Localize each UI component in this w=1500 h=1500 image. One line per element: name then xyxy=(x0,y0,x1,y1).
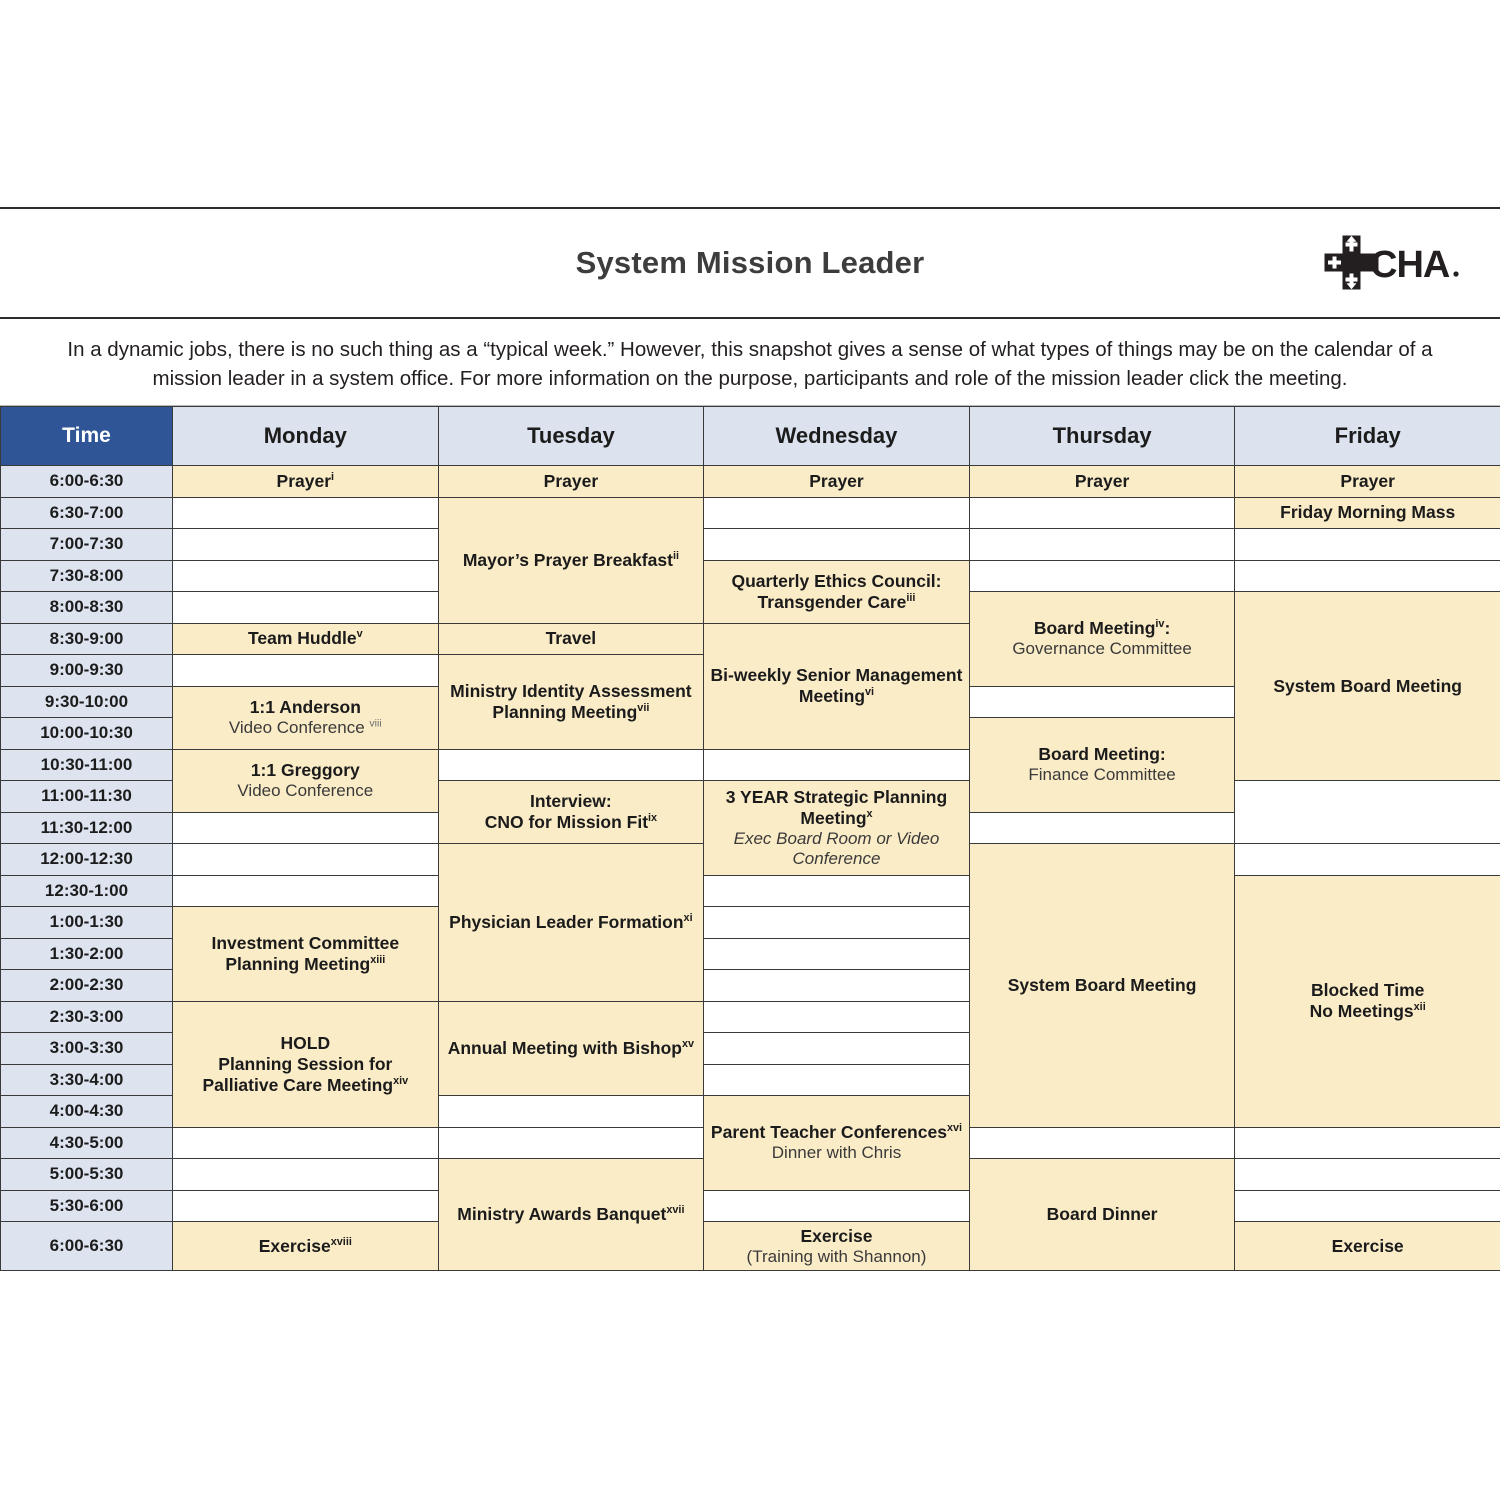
event-title: Prayer xyxy=(809,470,864,491)
event-title: Blocked Time xyxy=(1310,980,1425,1001)
event-title: Exercise xyxy=(1331,1235,1404,1256)
footnote-marker: vi xyxy=(865,686,875,699)
event-friday-morning-mass[interactable] xyxy=(1235,497,1500,529)
empty-slot-wednesday[interactable] xyxy=(704,529,970,561)
event-title-line2: Planning Session for xyxy=(218,1053,393,1074)
event-subtitle: Video Conference xyxy=(228,718,365,738)
time-label: 7:00-7:30 xyxy=(1,529,173,561)
event-title: Board Meeting xyxy=(1033,618,1156,639)
event-friday-blocked-time[interactable] xyxy=(1235,875,1500,1127)
empty-slot-thursday[interactable] xyxy=(969,497,1235,529)
time-label: 6:30-7:00 xyxy=(1,497,173,529)
event-title: System Board Meeting xyxy=(1273,675,1462,696)
event-thursday-board-dinner[interactable] xyxy=(969,1159,1235,1271)
event-wednesday-prayer[interactable] xyxy=(704,466,970,498)
event-title-line2: CNO for Mission Fit xyxy=(484,812,649,833)
time-label: 5:00-5:30 xyxy=(1,1159,173,1191)
table-header-row xyxy=(1,407,1500,466)
event-wednesday-quarterly-ethics-council[interactable] xyxy=(704,560,970,623)
event-title: 3 YEAR Strategic Planning Meeting xyxy=(725,786,948,828)
empty-slot-monday[interactable] xyxy=(173,497,439,529)
column-header-thursday: Thursday xyxy=(969,407,1235,466)
empty-slot-wednesday[interactable] xyxy=(704,1190,970,1222)
event-monday-one-on-one-greggory[interactable] xyxy=(173,749,439,812)
empty-slot-tuesday[interactable] xyxy=(438,1127,704,1159)
time-label: 12:00-12:30 xyxy=(1,844,173,876)
event-title: Board Dinner xyxy=(1046,1204,1158,1225)
time-label: 11:30-12:00 xyxy=(1,812,173,844)
time-label: 4:00-4:30 xyxy=(1,1096,173,1128)
event-title: Board Meeting: xyxy=(1038,744,1166,765)
event-title: Team Huddle xyxy=(247,628,357,649)
time-label: 7:30-8:00 xyxy=(1,560,173,592)
table-row xyxy=(1,466,1500,498)
event-title: Investment Committee Planning Meeting xyxy=(211,932,400,974)
column-header-friday: Friday xyxy=(1235,407,1500,466)
empty-slot-wednesday[interactable] xyxy=(704,875,970,907)
empty-slot-thursday[interactable] xyxy=(969,529,1235,561)
time-label: 4:30-5:00 xyxy=(1,1127,173,1159)
event-title: Parent Teacher Conferences xyxy=(710,1122,947,1143)
empty-slot-wednesday[interactable] xyxy=(704,970,970,1002)
empty-slot-monday[interactable] xyxy=(173,1127,439,1159)
empty-slot-monday[interactable] xyxy=(173,844,439,876)
event-subtitle: Finance Committee xyxy=(1028,765,1176,785)
table-row xyxy=(1,1222,1500,1271)
empty-slot-monday[interactable] xyxy=(173,655,439,687)
event-title: Exercise xyxy=(800,1225,873,1246)
event-subtitle: Governance Committee xyxy=(1012,639,1192,659)
event-title: Interview: xyxy=(530,791,612,812)
empty-slot-monday[interactable] xyxy=(173,560,439,592)
event-title: Ministry Identity Assessment Planning Meeting xyxy=(450,680,692,722)
event-friday-system-board-meeting[interactable] xyxy=(1235,592,1500,781)
time-label: 11:00-11:30 xyxy=(1,781,173,813)
event-title: Physician Leader Formation xyxy=(449,911,684,932)
event-title: Travel xyxy=(545,628,597,649)
event-title-line2: No Meetings xyxy=(1309,1001,1414,1022)
event-tuesday-travel[interactable] xyxy=(438,623,704,655)
empty-slot-friday[interactable] xyxy=(969,812,1235,844)
time-label: 8:00-8:30 xyxy=(1,592,173,624)
event-title-line3: Palliative Care Meeting xyxy=(202,1074,394,1095)
footnote-marker: xiii xyxy=(370,954,386,967)
footnote-marker: v xyxy=(356,628,363,641)
event-title: Exercise xyxy=(258,1235,331,1256)
empty-slot-wednesday[interactable] xyxy=(704,749,970,781)
event-friday-prayer[interactable] xyxy=(1235,466,1500,498)
svg-text:CHA: CHA xyxy=(1370,244,1450,286)
footnote-marker: vii xyxy=(637,702,650,715)
event-monday-hold-palliative-care[interactable] xyxy=(173,1001,439,1127)
empty-slot-friday[interactable] xyxy=(1235,844,1500,876)
event-thursday-prayer[interactable] xyxy=(969,466,1235,498)
empty-slot-wednesday[interactable] xyxy=(704,497,970,529)
empty-slot-monday[interactable] xyxy=(173,1190,439,1222)
time-label: 6:00-6:30 xyxy=(1,466,173,498)
time-label: 5:30-6:00 xyxy=(1,1190,173,1222)
footnote-marker: xvi xyxy=(946,1122,963,1135)
empty-slot-wednesday[interactable] xyxy=(704,1064,970,1096)
footnote-marker: xi xyxy=(683,912,693,925)
event-title: Prayer xyxy=(543,470,599,491)
table-row xyxy=(1,529,1500,561)
event-subtitle: (Training with Shannon) xyxy=(746,1246,927,1266)
event-tuesday-physician-leader-formation[interactable] xyxy=(438,844,704,1002)
time-label: 1:30-2:00 xyxy=(1,938,173,970)
table-row xyxy=(1,497,1500,529)
empty-slot-friday[interactable] xyxy=(1235,529,1500,561)
table-row xyxy=(1,560,1500,592)
footnote-marker: viii xyxy=(369,717,382,730)
table-row xyxy=(1,1190,1500,1222)
event-subtitle: Exec Board Room or Video Conference xyxy=(733,828,940,868)
event-monday-one-on-one-anderson[interactable] xyxy=(173,686,439,749)
event-friday-exercise[interactable] xyxy=(1235,1222,1500,1271)
event-tuesday-annual-meeting-bishop[interactable] xyxy=(438,1001,704,1096)
intro-blurb xyxy=(0,319,1500,406)
empty-slot-wednesday[interactable] xyxy=(704,1001,970,1033)
empty-slot-monday[interactable] xyxy=(173,529,439,561)
time-label: 2:30-3:00 xyxy=(1,1001,173,1033)
event-title: HOLD xyxy=(280,1032,331,1053)
empty-slot-monday[interactable] xyxy=(173,875,439,907)
event-title: Quarterly Ethics Council: Transgender Care xyxy=(731,570,942,612)
time-label: 2:00-2:30 xyxy=(1,970,173,1002)
event-title: Bi-weekly Senior Management Meeting xyxy=(710,665,963,707)
event-title: Prayer xyxy=(1074,470,1130,491)
schedule-document xyxy=(0,207,1500,1271)
footnote-marker: iv xyxy=(1155,618,1165,631)
footnote-marker: ii xyxy=(672,549,679,562)
event-thursday-board-meeting-governance[interactable] xyxy=(969,592,1235,687)
footnote-marker: iii xyxy=(906,591,916,604)
event-wednesday-exercise[interactable] xyxy=(704,1222,970,1271)
empty-slot-friday[interactable] xyxy=(1235,1190,1500,1222)
time-label: 10:00-10:30 xyxy=(1,718,173,750)
empty-slot-wednesday[interactable] xyxy=(704,907,970,939)
event-title: Prayer xyxy=(276,470,332,491)
empty-slot-friday[interactable] xyxy=(1235,1159,1500,1191)
time-label: 12:30-1:00 xyxy=(1,875,173,907)
empty-slot-wednesday[interactable] xyxy=(704,1033,970,1065)
event-title: Prayer xyxy=(1340,470,1395,491)
event-monday-investment-committee-planning[interactable] xyxy=(173,907,439,1002)
footnote-marker: x xyxy=(866,807,873,820)
time-label: 8:30-9:00 xyxy=(1,623,173,655)
event-monday-prayer[interactable] xyxy=(173,466,439,498)
time-label: 10:30-11:00 xyxy=(1,749,173,781)
table-row xyxy=(1,875,1500,907)
event-tuesday-prayer[interactable] xyxy=(438,466,704,498)
time-label: 1:00-1:30 xyxy=(1,907,173,939)
time-label: 3:00-3:30 xyxy=(1,1033,173,1065)
empty-slot-tuesday[interactable] xyxy=(438,749,704,781)
event-title: Annual Meeting with Bishop xyxy=(447,1037,682,1058)
page-title: System Mission Leader xyxy=(575,245,925,280)
empty-slot-thursday[interactable] xyxy=(969,560,1235,592)
footnote-marker: xiv xyxy=(393,1074,409,1087)
empty-slot-friday[interactable] xyxy=(1235,560,1500,592)
footnote-marker: xviii xyxy=(330,1235,352,1248)
event-title: 1:1 Anderson xyxy=(249,697,361,718)
event-title: System Board Meeting xyxy=(1007,974,1197,995)
event-title: Mayor’s Prayer Breakfast xyxy=(462,549,673,570)
footnote-marker: xvii xyxy=(666,1204,685,1217)
event-monday-exercise[interactable] xyxy=(173,1222,439,1271)
event-title: Friday Morning Mass xyxy=(1280,502,1456,523)
event-tuesday-ministry-awards-banquet[interactable] xyxy=(438,1159,704,1271)
event-monday-team-huddle[interactable] xyxy=(173,623,439,655)
time-label: 3:30-4:00 xyxy=(1,1064,173,1096)
intro-paragraph: In a dynamic jobs, there is no such thing as a “typical week.” However, this snapshot gives a sense of what types of things may be on the calendar of a mission leader in a system office. For more information on the purpose, participants and role of the mission leader click the meeting. xyxy=(67,338,1433,391)
event-title-suffix: : xyxy=(1164,618,1171,639)
event-wednesday-strategic-planning-meeting[interactable] xyxy=(704,781,970,876)
column-header-wednesday: Wednesday xyxy=(704,407,970,466)
footnote-marker: xii xyxy=(1413,1001,1426,1014)
empty-slot-monday[interactable] xyxy=(173,592,439,624)
column-header-tuesday: Tuesday xyxy=(438,407,704,466)
event-subtitle: Video Conference xyxy=(237,781,374,801)
event-title: Ministry Awards Banquet xyxy=(457,1204,667,1225)
document-title-bar xyxy=(0,207,1500,319)
empty-slot-tuesday[interactable] xyxy=(438,1096,704,1128)
event-tuesday-interview-cno[interactable] xyxy=(438,781,704,844)
event-thursday-system-board-meeting[interactable] xyxy=(969,844,1235,1128)
event-subtitle: Dinner with Chris xyxy=(771,1143,902,1163)
event-thursday-board-meeting-finance[interactable] xyxy=(969,718,1235,813)
event-tuesday-mayors-prayer-breakfast[interactable] xyxy=(438,497,704,623)
event-title: 1:1 Greggory xyxy=(250,760,360,781)
column-header-monday: Monday xyxy=(173,407,439,466)
footnote-marker: i xyxy=(331,471,335,484)
column-header-time: Time xyxy=(1,407,173,466)
empty-slot-monday[interactable] xyxy=(173,812,439,844)
footnote-marker: ix xyxy=(648,812,658,825)
empty-slot-friday[interactable] xyxy=(969,1127,1235,1159)
empty-slot-monday[interactable] xyxy=(173,1159,439,1191)
event-tuesday-ministry-identity-assessment[interactable] xyxy=(438,655,704,750)
empty-slot-wednesday[interactable] xyxy=(704,938,970,970)
event-wednesday-parent-teacher-conferences[interactable] xyxy=(704,1096,970,1191)
time-label: 9:30-10:00 xyxy=(1,686,173,718)
time-label: 6:00-6:30 xyxy=(1,1222,173,1271)
cha-logo xyxy=(1290,223,1462,307)
weekly-schedule-table xyxy=(0,406,1500,1271)
time-label: 9:00-9:30 xyxy=(1,655,173,687)
footnote-marker: xv xyxy=(682,1038,695,1051)
event-wednesday-senior-management-meeting[interactable] xyxy=(704,623,970,749)
